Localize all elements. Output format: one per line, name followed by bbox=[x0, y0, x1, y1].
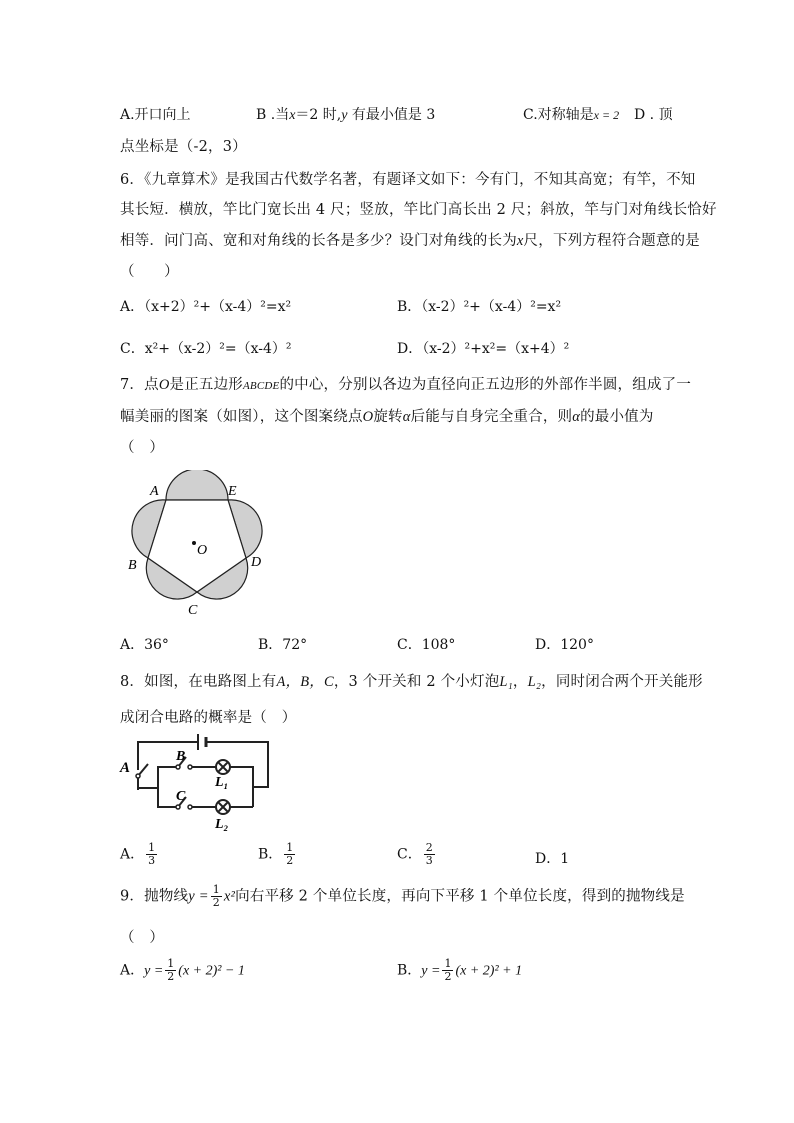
q9-option-a: A．y = $\frac{1}{2}$ (x + 2)² − 1 bbox=[120, 957, 245, 983]
lamp-l2-icon bbox=[216, 800, 230, 814]
q9-option-b: B．y = $\frac{1}{2}$ (x + 2)² + 1 bbox=[397, 957, 523, 983]
q8-text-line-1: 8．如图，在电路图上有A，B，C，3 个开关和 2 个小灯泡L₁，L₂，同时闭合两个开关能形 bbox=[120, 674, 703, 690]
q7-text-line-2: 幅美丽的图案（如图），这个图案绕点O旋转α后能与自身完全重合，则α的最小值为 bbox=[120, 409, 654, 425]
q6-option-c: C．x²+（x-2）²=（x-4）² bbox=[120, 341, 292, 357]
q5-option-b: B .当x＝2 时,y 有最小值是 3 bbox=[256, 107, 436, 123]
label-b: B bbox=[176, 749, 186, 764]
q9-text-line-1: 9．抛物线y = $\frac{1}{2}$ x²向右平移 2 个单位长度，再向下平移 1 个单位长度，得到的抛物线是 bbox=[120, 883, 685, 909]
wire-branch-c bbox=[158, 788, 176, 807]
q6-option-d: D．（x-2）²+x²=（x+4）² bbox=[397, 341, 570, 357]
q5-option-a: A.开口向上 bbox=[120, 107, 191, 123]
q9-answer-paren: （ ） bbox=[120, 930, 165, 946]
q6-option-a: A．（x+2）²+（x-4）²=x² bbox=[120, 299, 292, 315]
switch-b-node-left bbox=[176, 765, 180, 769]
wire-b-right bbox=[230, 767, 253, 807]
q5-option-c: C.对称轴是x = 2 bbox=[523, 107, 620, 123]
q7-option-b: B．72° bbox=[258, 637, 308, 653]
wire-bottom-left bbox=[138, 788, 158, 790]
q6-text-line-1: 6．《九章算术》是我国古代数学名著，有题译文如下：今有门，不知其高宽；有竿，不知 bbox=[120, 172, 696, 188]
label-a: A bbox=[150, 484, 159, 499]
semicircle-ae bbox=[166, 470, 228, 500]
q6-text-line-2: 其长短．横放，竿比门宽长出 4 尺；竖放，竿比门高长出 2 尺；斜放，竿与门对角线长恰好 bbox=[120, 202, 717, 218]
label-c: C bbox=[176, 789, 186, 804]
q5-option-d: D . 顶 bbox=[634, 107, 673, 123]
q7-answer-paren: （ ） bbox=[120, 440, 165, 456]
pentagon-figure bbox=[118, 470, 278, 620]
label-e: E bbox=[228, 484, 237, 499]
q7-text-line-1: 7．点O是正五边形ABCDE的中心，分别以各边为直径向正五边形的外部作半圆，组成了一 bbox=[120, 377, 692, 393]
q7-option-d: D．120° bbox=[535, 637, 594, 653]
switch-a-node bbox=[136, 774, 140, 778]
label-d: D bbox=[251, 555, 262, 570]
q8-option-d: D．1 bbox=[535, 851, 570, 867]
label-l2: L₂ bbox=[215, 817, 229, 832]
center-point-o bbox=[192, 541, 196, 545]
label-l1: L₁ bbox=[215, 775, 229, 790]
q8-option-a: A． $\frac{1}{3}$ bbox=[120, 841, 156, 867]
label-a: A bbox=[120, 760, 131, 776]
switch-c-node-right bbox=[188, 805, 192, 809]
wire-branch-b bbox=[158, 767, 176, 788]
q6-option-b: B．（x-2）²+（x-4）²=x² bbox=[397, 299, 562, 315]
q8-option-c: C． $\frac{2}{3}$ bbox=[397, 841, 433, 867]
switch-b-node-right bbox=[188, 765, 192, 769]
label-b: B bbox=[128, 558, 137, 573]
lamp-l1-icon bbox=[216, 760, 230, 774]
switch-c-node-left bbox=[176, 805, 180, 809]
q6-answer-paren: （ ） bbox=[120, 264, 179, 280]
q7-option-c: C．108° bbox=[397, 637, 456, 653]
label-c: C bbox=[188, 603, 198, 618]
q8-text-line-2: 成闭合电路的概率是（ ） bbox=[120, 710, 297, 726]
q6-text-line-3: 相等．问门高、宽和对角线的长各是多少？设门对角线的长为x尺，下列方程符合题意的是 bbox=[120, 233, 700, 249]
q7-option-a: A．36° bbox=[120, 637, 169, 653]
q5-option-d-continued: 点坐标是（-2，3） bbox=[120, 139, 247, 155]
q8-option-b: B． $\frac{1}{2}$ bbox=[258, 841, 294, 867]
label-o: O bbox=[197, 543, 208, 558]
circuit-figure bbox=[118, 732, 278, 834]
